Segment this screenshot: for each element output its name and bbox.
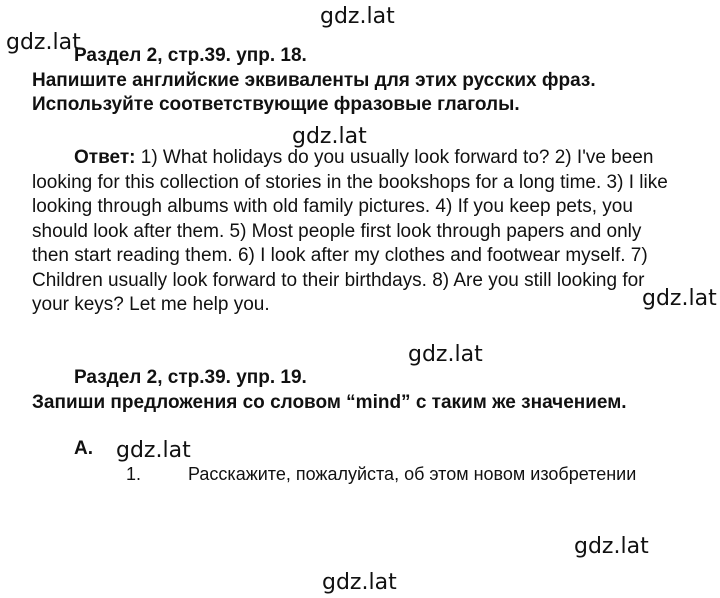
list-item-text: Расскажите, пожалуйста, об этом новом изобретении: [188, 464, 637, 484]
exercise-18-answer: [32, 146, 672, 318]
watermark: gdz.lat: [642, 286, 717, 311]
list-item-number: 1.: [126, 464, 142, 484]
watermark: gdz.lat: [292, 124, 367, 149]
watermark: gdz.lat: [116, 438, 191, 463]
exercise-18-heading: [32, 44, 672, 118]
exercise-18-title: Раздел 2, стр.39. упр. 18.: [74, 45, 307, 66]
list-item: [82, 462, 642, 486]
watermark: gdz.lat: [574, 534, 649, 559]
watermark: gdz.lat: [6, 30, 81, 55]
item-label-a: А.: [74, 438, 93, 459]
exercise-19-instructions: Запиши предложения со словом “mind” с таким же значением.: [32, 391, 627, 413]
answer-paragraph: [32, 146, 672, 318]
exercise-18: [32, 44, 672, 118]
answer-text: 1) What holidays do you usually look forward to? 2) I've been looking for this collection of stories in the bookshops for a long time. 3) I like looking through albums with old family pictures. 4) If you keep pets, you should look after them. 5) Most people first look through papers and only then start reading them. 6) I look after my clothes and footwear myself. 7) Children usually look forward to their birthdays. 8) Are you still looking for your keys? Let me help you.: [32, 147, 668, 315]
exercise-18-instructions: Напишите английские эквиваленты для этих русских фраз. Используйте соответствующие фразовые глаголы.: [32, 69, 596, 115]
exercise-19-heading: [32, 366, 672, 415]
answer-label: Ответ:: [74, 147, 136, 168]
exercise-19-title: Раздел 2, стр.39. упр. 19.: [74, 367, 307, 388]
watermark: gdz.lat: [408, 342, 483, 367]
watermark: gdz.lat: [322, 570, 397, 595]
exercise-19: [32, 366, 672, 415]
watermark: gdz.lat: [320, 4, 395, 29]
